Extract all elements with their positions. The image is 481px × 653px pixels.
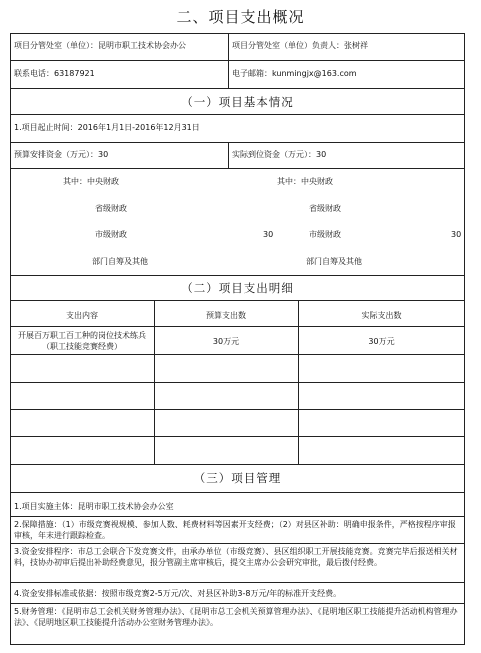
divider [10,275,465,276]
budget-city-value: 30 [263,230,274,239]
management-item: 2.保障措施：（1）市级竞赛视规模、参加人数、耗费材料等因素开支经费；（2）对县区补助：明确申报条件，严格按程序审报审核，年末进行跟踪检查。 [14,520,456,540]
divider [10,516,465,517]
divider [10,168,465,169]
actual-self-funded: 部门自筹及其他 [306,257,362,266]
divider [10,582,465,583]
leader-field: 项目分管处室（单位）负责人：张树祥 [232,41,368,50]
actual-city-finance: 市级财政 [309,230,341,239]
divider [10,382,465,383]
divider [10,543,465,544]
divider [10,88,465,89]
expense-content: 开展百万职工百工种的岗位技术练兵（职工技能竞赛经费） [18,331,146,351]
budget-self-funded: 部门自筹及其他 [92,257,148,266]
divider [10,326,465,327]
divider [10,492,465,493]
actual-central-finance: 其中：中央财政 [277,177,333,186]
divider [10,114,465,115]
divider [10,436,465,437]
management-item: 1.项目实施主体：昆明市职工技术协会办公室 [14,502,174,511]
divider [10,300,465,301]
column-header-actual: 实际支出数 [361,311,402,320]
divider [10,60,465,61]
divider [10,354,465,355]
budget-funds: 预算安排资金（万元）：30 [14,150,109,159]
expense-actual: 30万元 [368,337,395,346]
divider [10,409,465,410]
budget-central-finance: 其中：中央财政 [63,177,119,186]
unit-field: 项目分管处室（单位）：昆明市职工技术协会办公 [14,41,186,50]
divider [10,142,465,143]
expense-budget: 30万元 [212,337,240,346]
management-item: 3.资金安排程序：市总工会联合下发竞赛文件，由承办单位（市级竞赛）、县区组织职工开展技能竞赛。竞赛完毕后报送相关材料，技协办初审后提出补助经费意见，报分管副主席审核后，提交主席办公会研究审批，最后拨付经费。 [14,547,458,567]
column-header-budget: 预算支出数 [206,311,246,320]
project-period: 1.项目起止时间：2016年1月1日-2016年12月31日 [14,123,200,132]
budget-city-finance: 市级财政 [95,230,127,239]
section-management-title: （三）项目管理 [193,471,282,485]
management-item: 4.资金安排标准或依据：按照市级竞赛2-5万元/次、对县区补助3-8万元/年的标准开支经费。 [14,589,342,598]
management-item: 5.财务管理：《昆明市总工会机关财务管理办法》、《昆明市总工会机关预算管理办法》、《昆明地区职工技能提升活动机构管理办法》、《昆明地区职工技能提升活动办公室财务管理办法》。 [14,607,458,627]
actual-funds: 实际到位资金（万元）：30 [232,150,327,159]
budget-provincial-finance: 省级财政 [95,204,127,213]
phone-field: 联系电话：63187921 [14,69,95,78]
actual-provincial-finance: 省级财政 [309,204,341,213]
page-title: 二、项目支出概况 [176,8,305,26]
divider [10,464,465,465]
actual-city-value: 30 [451,230,462,239]
section-basic-title: （一）项目基本情况 [181,95,294,109]
divider [228,142,229,168]
divider [10,603,465,604]
column-header-content: 支出内容 [66,311,98,320]
section-detail-title: （二）项目支出明细 [181,281,294,295]
email-field: 电子邮箱：kunmingjx@163.com [232,69,357,78]
